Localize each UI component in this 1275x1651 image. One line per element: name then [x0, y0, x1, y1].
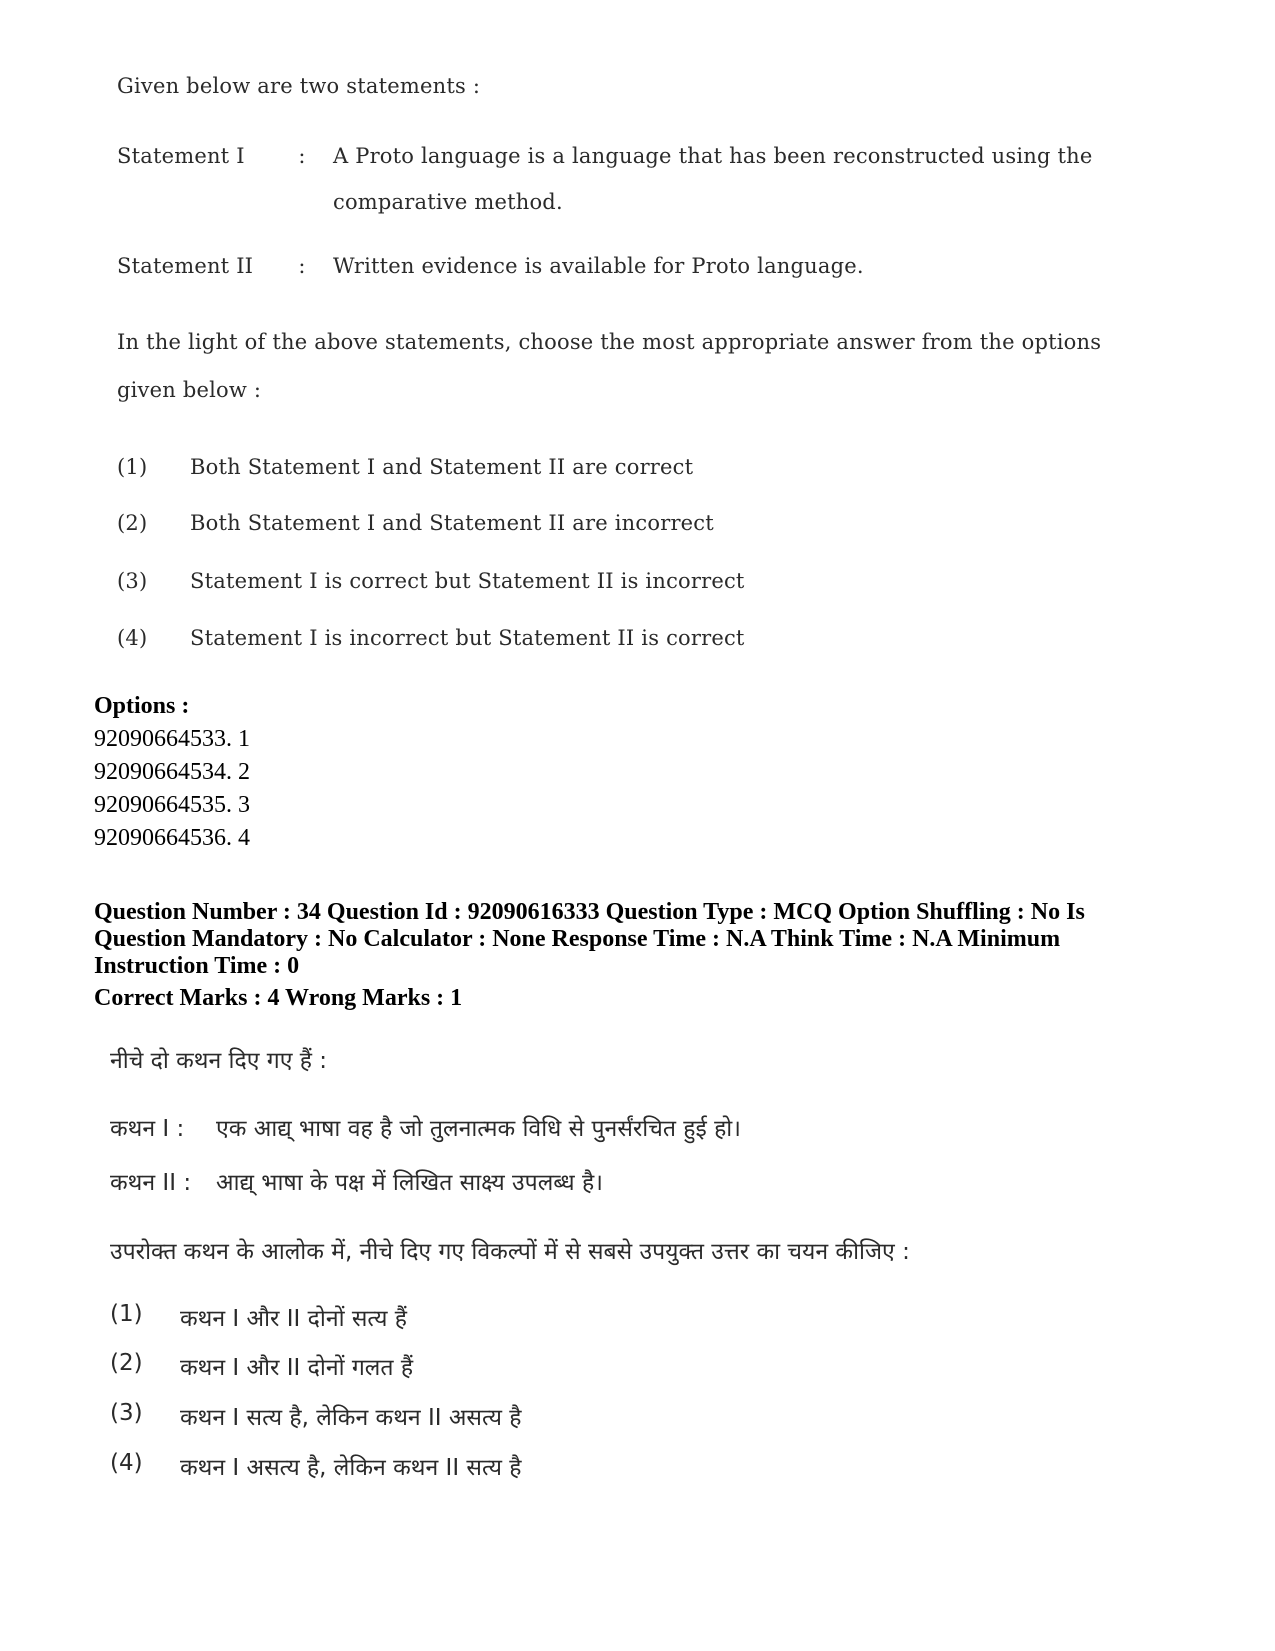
english-intro: Given below are two statements : [117, 74, 481, 98]
option-4-number: (4) [117, 626, 148, 650]
hindi-statement-2-label: कथन II : [110, 1170, 192, 1196]
hindi-option-1-text: कथन I और II दोनों सत्य हैं [180, 1306, 407, 1332]
option-id-4: 92090664536. 4 [94, 825, 250, 851]
option-2-text: Both Statement I and Statement II are incorrect [190, 511, 714, 535]
options-heading: Options : [94, 693, 190, 719]
hindi-option-3-number: (3) [110, 1400, 143, 1426]
statement-1-label: Statement I [117, 144, 245, 168]
hindi-option-2-text: कथन I और II दोनों गलत हैं [180, 1355, 414, 1381]
option-1-number: (1) [117, 455, 148, 479]
prompt-line2: given below : [117, 378, 262, 402]
option-4-text: Statement I is incorrect but Statement II is correct [190, 626, 745, 650]
option-id-1: 92090664533. 1 [94, 726, 250, 752]
hindi-intro: नीचे दो कथन दिए गए हैं : [110, 1048, 328, 1074]
meta-line-2: Question Mandatory : No Calculator : None Response Time : N.A Think Time : N.A Minimum [94, 926, 1061, 952]
hindi-option-4-number: (4) [110, 1450, 143, 1476]
option-id-2: 92090664534. 2 [94, 759, 250, 785]
statement-1-sep: : [298, 144, 306, 168]
marks-line: Correct Marks : 4 Wrong Marks : 1 [94, 985, 463, 1011]
statement-2-label: Statement II [117, 254, 254, 278]
statement-2-text: Written evidence is available for Proto language. [333, 254, 864, 278]
statement-2-sep: : [298, 254, 306, 278]
hindi-prompt: उपरोक्त कथन के आलोक में, नीचे दिए गए विकल्पों में से सबसे उपयुक्त उत्तर का चयन कीजिए : [110, 1239, 910, 1265]
hindi-statement-2-text: आद्य् भाषा के पक्ष में लिखित साक्ष्य उपलब्ध है। [216, 1170, 603, 1196]
option-2-number: (2) [117, 511, 148, 535]
hindi-option-1-number: (1) [110, 1301, 143, 1327]
hindi-option-2-number: (2) [110, 1350, 143, 1376]
option-3-text: Statement I is correct but Statement II is incorrect [190, 569, 745, 593]
option-1-text: Both Statement I and Statement II are correct [190, 455, 694, 479]
option-id-3: 92090664535. 3 [94, 792, 250, 818]
option-3-number: (3) [117, 569, 148, 593]
hindi-option-3-text: कथन I सत्य है, लेकिन कथन II असत्य है [180, 1405, 522, 1431]
hindi-statement-1-text: एक आद्य् भाषा वह है जो तुलनात्मक विधि से पुनर्संरचित हुई हो। [216, 1116, 741, 1142]
hindi-statement-1-label: कथन I : [110, 1116, 185, 1142]
prompt-line1: In the light of the above statements, choose the most appropriate answer from the options [117, 330, 1102, 354]
hindi-option-4-text: कथन I असत्य है, लेकिन कथन II सत्य है [180, 1455, 522, 1481]
statement-1-text-line1: A Proto language is a language that has been reconstructed using the [333, 144, 1093, 168]
statement-1-text-line2: comparative method. [333, 190, 563, 214]
meta-line-1: Question Number : 34 Question Id : 92090616333 Question Type : MCQ Option Shuffling : No Is [94, 899, 1085, 925]
meta-line-3: Instruction Time : 0 [94, 953, 300, 979]
